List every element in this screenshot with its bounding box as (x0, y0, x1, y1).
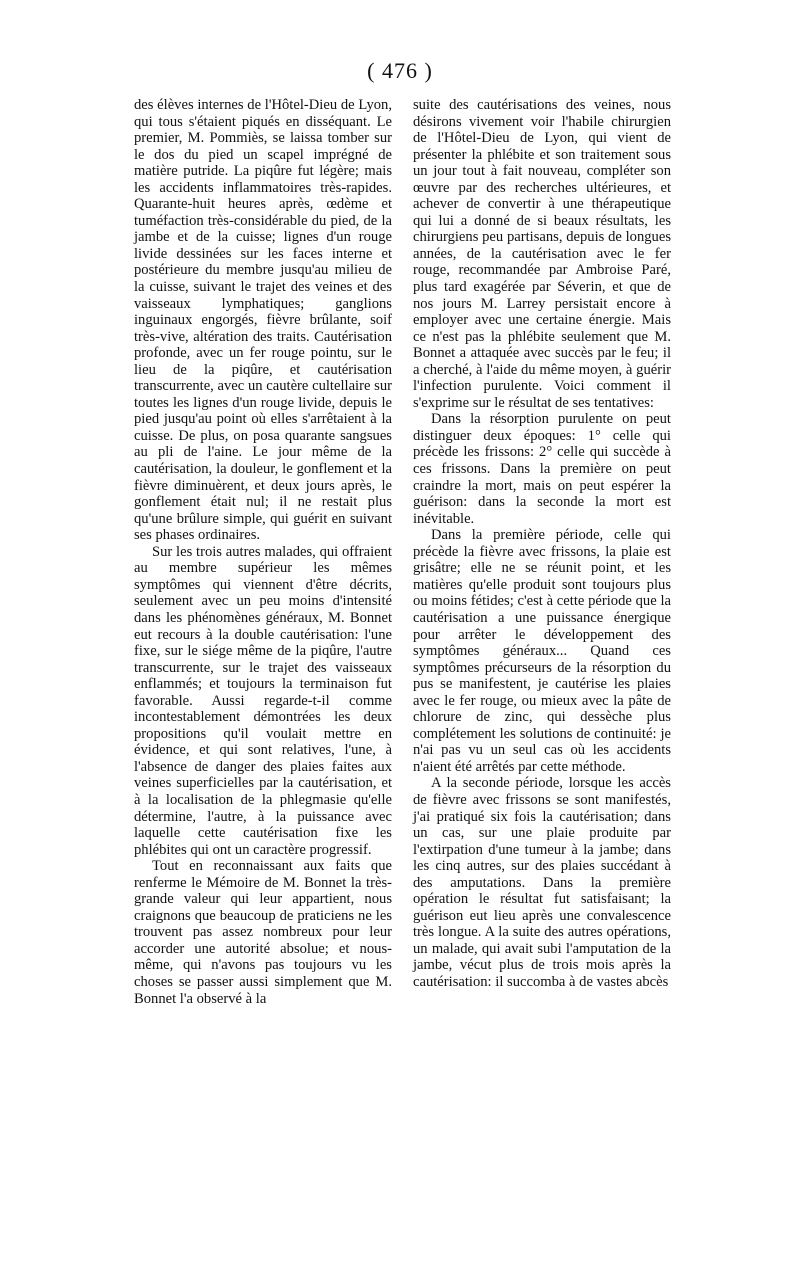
paragraph: Dans la première période, celle qui précède la fièvre avec frissons, la plaie est grisâtre; elle ne se réunit point, et les matières qu'elle produit sont toujours plus ou moins fétides; c'est à cette période que la cautérisation a une puissance énergique pour arrêter le développement des symptômes généraux... Quand ces symptômes précurseurs de la résorption du pus se manifestent, je cautérise les plaies avec le fer rouge, ou mieux avec la pâte de chlorure de zinc, qui dessèche plus complétement les solutions de continuité: je n'ai pas vu un seul cas où les accidents n'aient été arrêtés par cette méthode. (413, 527, 671, 775)
page-number: ( 476 ) (367, 58, 433, 83)
paragraph: Sur les trois autres malades, qui offraient au membre supérieur les mêmes symptômes qui viennent d'être décrits, seulement avec un peu moins d'intensité dans les phénomènes généraux, M. Bonnet eut recours à la double cautérisation: l'une fixe, sur le siége même de la piqûre, l'autre transcurrente, sur le trajet des vaisseaux enflammés; et toujours la terminaison fut favorable. Aussi regarde-t-il comme incontestablement démontrées les deux propositions qu'il voulait mettre en évidence, et qui sont relatives, l'une, à l'absence de danger des plaies faites aux veines superficielles par la cautérisation, et à la localisation de la phlegmasie qu'elle détermine, l'autre, à la puissance avec laquelle cette cautérisation fixe les phlébites qui ont un caractère progressif. (134, 543, 392, 858)
paragraph: suite des cautérisations des veines, nous désirons vivement voir l'habile chirurgien de l'Hôtel-Dieu de Lyon, qui vient de présenter la phlébite et son traitement sous un jour tout à fait nouveau, compléter son œuvre par des recherches ultérieures, et achever de convertir à une thérapeutique qui lui a donné de si beaux résultats, les chirurgiens peu partisans, depuis de longues années, de la cautérisation avec le fer rouge, recommandée par Ambroise Paré, plus tard exagérée par Séverin, et que de nos jours M. Larrey persistait encore à employer avec une certaine énergie. Mais ce n'est pas la phlébite seulement que M. Bonnet a attaquée avec succès par le feu; il a cherché, à l'aide du même moyen, à guérir l'infection purulente. Voici comment il s'exprime sur le résultat de ses tentatives: (413, 97, 671, 411)
right-column (413, 97, 671, 991)
paragraph: des élèves internes de l'Hôtel-Dieu de Lyon, qui tous s'étaient piqués en disséquant. Le premier, M. Pommiès, se laissa tomber sur le dos du pied un scapel imprégné de matière putride. La piqûre fut légère; mais les accidents inflammatoires très-rapides. Quarante-huit heures après, œdème et tuméfaction très-considérable du pied, de la jambe et de la cuisse; lignes d'un rouge livide dessinées sur les faces interne et postérieure du membre jusqu'au milieu de la cuisse, suivant le trajet des veines et des vaisseaux lymphatiques; ganglions inguinaux engorgés, fièvre brûlante, soif très-vive, altération des traits. Cautérisation profonde, avec un fer rouge pointu, sur le lieu de la piqûre, et cautérisation transcurrente, avec un cautère cultellaire sur toutes les lignes d'un rouge livide, depuis le pied jusqu'au point où elles s'arrêtaient à la cuisse. De plus, on posa quarante sangsues au pli de l'aine. Le jour même de la cautérisation, la douleur, le gonflement et la fièvre diminuèrent, et deux jours après, le gonflement était nul; il ne restait plus qu'une brûlure simple, qui guérit en suivant ses phases ordinaires. (134, 97, 392, 544)
left-column (134, 97, 392, 1007)
paragraph: Tout en reconnaissant aux faits que renferme le Mémoire de M. Bonnet la très-grande valeur qui leur appartient, nous craignons que beaucoup de praticiens ne les trouvent pas assez nombreux pour leur accorder une autorité absolue; et nous-même, qui n'avons pas toujours vu les choses se passer aussi simplement que M. Bonnet l'a observé à la (134, 858, 392, 1007)
paragraph: A la seconde période, lorsque les accès de fièvre avec frissons se sont manifestés, j'ai pratiqué six fois la cautérisation; dans un cas, sur une plaie produite par l'extirpation d'une tumeur à la jambe; dans les cinq autres, sur des plaies succédant à des amputations. Dans la première opération le résultat fut satisfaisant; la guérison eut lieu après une convalescence très longue. A la suite des autres opérations, un malade, qui avait subi l'amputation de la jambe, vécut plus de trois mois après la cautérisation: il succomba à de vastes abcès (413, 775, 671, 990)
paragraph: Dans la résorption purulente on peut distinguer deux époques: 1° celle qui précède les frissons: 2° celle qui succède à ces frissons. Dans la première on peut craindre la mort, mais on peut espérer la guérison: dans la seconde la mort est inévitable. (413, 411, 671, 527)
